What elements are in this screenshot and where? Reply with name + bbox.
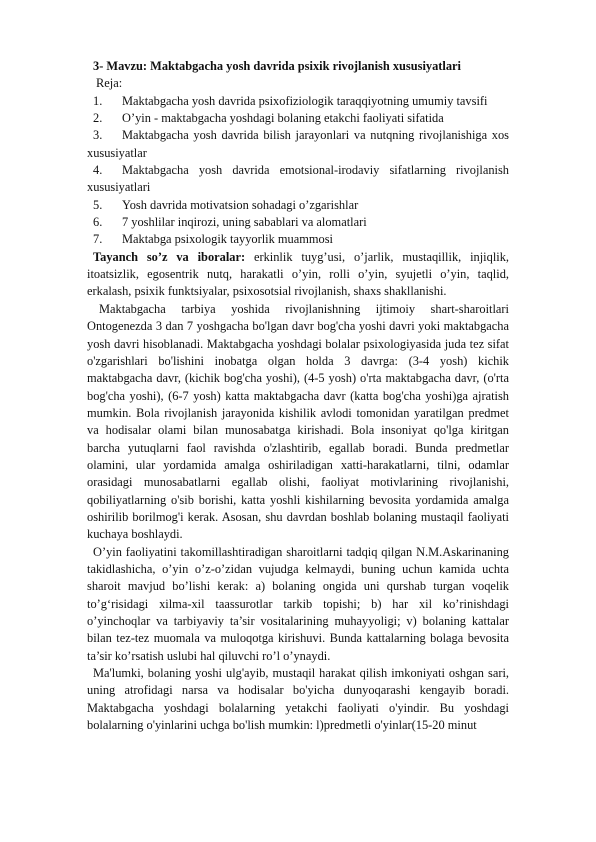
plan-label: Reja: xyxy=(96,76,123,91)
plan-list xyxy=(87,93,509,249)
plan-item-text: Yosh davrida motivatsion sohadagi o’zgarishlar xyxy=(122,197,359,212)
plan-item xyxy=(87,110,509,127)
plan-item-text: O’yin - maktabgacha yoshdagi bolaning etakchi faoliyati sifatida xyxy=(122,111,444,126)
keywords-paragraph xyxy=(87,249,509,301)
plan-item xyxy=(87,93,509,110)
body-paragraph-1: Maktabgacha tarbiya yoshida rivojlanishning ijtimoiy shart-sharoitlari Ontogenezda 3 dan 7 yoshgacha bo'lgan davr bog'cha yoshi davri yoki maktabgacha yosh davri hisoblanadi. Maktabgacha yoshdagi bolalar psixologiyasida juda tez sifat o'zgarishlari bo'lishini inobatga olgan holda 3 davrga: (3-4 yosh) kichik maktabgacha davr, (kichik bog'cha yoshi), (4-5 yosh) o'rta maktabgacha davr, (o'rta bog'cha yoshi), (6-7 yosh) katta maktabgacha davr (katta bog'cha yoshi)ga ajratish mumkin. Bola rivojlanish jarayonida kishilik avlodi tomonidan yaratilgan predmet va hodisalar olami bilan munosabatga kirishadi. Bola insoniyat qo'lga kiritgan barcha yutuqlarni faol ravishda o'zlashtirib, egallab boradi. Bunda predmetlar olamini, ular yordamida amalga oshiriladigan xatti-harakatlarni, tilni, odamlar orasidagi munosabatlarni egallab olishi, faoliyat motivlarining rivojlanishi, qobiliyatlarning o'sib borishi, katta yoshli kishilarning bevosita yordamida amalga oshirilib borilmog'i kerak. Asosan, shu davrdan boshlab bolaning mustaqil faoliyati kuchaya boshlaydi. xyxy=(87,301,509,542)
plan-item-text: Maktabgacha yosh davrida bilish jarayonlari va nutqning rivojlanishiga xos xususiyatlar xyxy=(87,128,509,160)
plan-item-number: 3. xyxy=(93,128,103,143)
plan-item xyxy=(87,162,509,197)
plan-item-text: Maktabgacha yosh davrida emotsional-irodaviy sifatlarning rivojlanish xususiyatlari xyxy=(87,163,509,195)
body-paragraph-3: Ma'lumki, bolaning yoshi ulg'ayib, mustaqil harakat qilish imkoniyati oshgan sari, uning atrofidagi narsa va hodisalar bo'yicha dunyoqarashi kengayib boradi. Maktabgacha yoshdagi bolalarning yetakchi faoliyati o'yindir. Bu yoshdagi bolalarning o'yinlarini uchga bo'lish mumkin: l)predmetli o'yinlar(15-20 minut xyxy=(87,666,509,733)
plan-item-number: 4. xyxy=(93,163,103,178)
plan-item-number: 1. xyxy=(93,93,103,108)
plan-item xyxy=(87,127,509,162)
plan-item-number: 5. xyxy=(93,197,103,212)
body-paragraph-2: O’yin faoliyatini takomillashtiradigan sharoitlarni tadqiq qilgan N.M.Askarinaning takidlashicha, o’yin o’z-o’zidan vujudga kelmaydi, buning uchun kamida uchta sharoit mavjud bo’lishi kerak: a) bolaning ongida uni qurshab turgan voqelik to’g‘risidagi xilma-xil taassurotlar tarkib topishi; b) har xil ko’rinishdagi o’yinchoqlar va tarbiyaviy ta’sir vositalarining muhayyoligi; v) bolaning kattalar bilan tez-tez muomala va muloqotga kirishuvi. Bunda kattalarning bolaga bevosita ta’sir ko’rsatish uslubi hal qiluvchi ro’l o’ynaydi. xyxy=(87,544,509,663)
plan-item xyxy=(87,214,509,231)
page-title: 3- Mavzu: Maktabgacha yosh davrida psixik rivojlanish xususiyatlari xyxy=(93,59,461,73)
plan-item-text: 7 yoshlilar inqirozi, uning sabablari va alomatlari xyxy=(122,215,367,230)
plan-item-number: 7. xyxy=(93,232,103,247)
plan-item xyxy=(87,231,509,248)
plan-item-text: Maktabga psixologik tayyorlik muammosi xyxy=(122,232,333,247)
plan-item-number: 6. xyxy=(93,215,103,230)
plan-item xyxy=(87,197,509,214)
plan-item-text: Maktabgacha yosh davrida psixofiziologik taraqqiyotning umumiy tavsifi xyxy=(122,93,488,108)
plan-item-number: 2. xyxy=(93,111,103,126)
keywords-text: erkinlik tuyg’usi, o’jarlik, mustaqillik, injiqlik, itoatsizlik, egosentrik nutq, harakatli o’yin, rolli o’yin, syujetli o’yin, taqlid, erkalash, psixik funktsiyalar, psixosotsial rivojlanish, shaxs shakllanishi. xyxy=(87,249,509,299)
keywords-label: Tayanch so’z va iboralar: xyxy=(93,249,246,264)
